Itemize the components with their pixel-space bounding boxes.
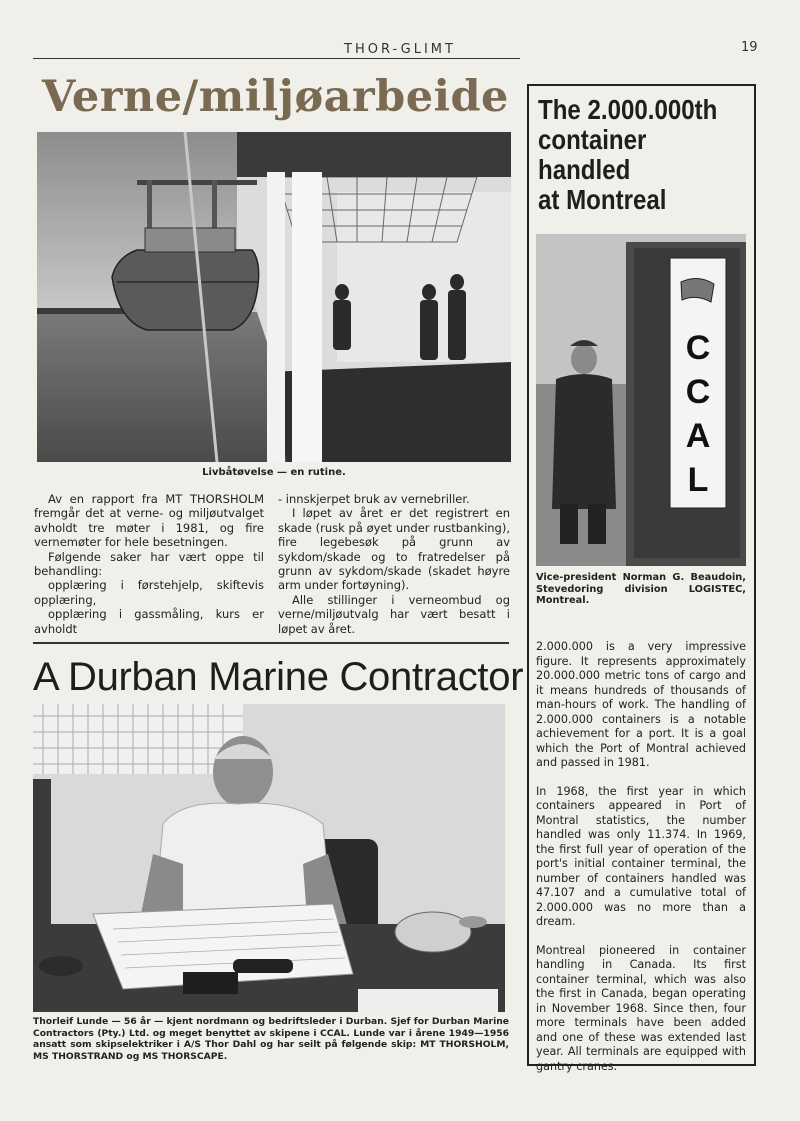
ccal-sign-letters [670, 326, 726, 502]
verne-paragraph: Følgende saker har vært oppe til behandling: [34, 549, 264, 579]
lifeboat-drill-photo [37, 132, 511, 462]
lunde-photo-caption: Thorleif Lunde — 56 år — kjent nordmann og bedriftsleder i Durban. Sjef for Durban Marine Contractors (Pty.) Ltd. og meget benyttet av skipene i CCAL. Lunde var i årene 1949—1956 ansatt som skipselektriker i A/S Thor Dahl og har seilt på følgende skip: MT THORSHOLM, MS THORSTRAND og MS THORSCAPE. [33, 1016, 509, 1062]
montreal-paragraph: 2.000.000 is a very impressive figure. It represents approximately 20.000.000 metric tons of cargo and it means hundreds of thousands of man-hours of work. The handling of 2.000.000 containers is a notable achievement for a port. It is a goal which the Port of Montral achieved and passed in 1981. [536, 640, 746, 769]
montreal-paragraph: Montreal pioneered in container handling in Canada. Its first container terminal, which was also the first in Canada, began operating in November 1968. Since then, four more terminals have been added and one of these was extended last year. All terminals are equipped with gantry cranes. [536, 943, 746, 1073]
montreal-title-line: handled [538, 154, 631, 185]
lunde-office-photo [33, 704, 505, 1012]
office-desk-illustration [33, 704, 505, 1012]
running-head: THOR-GLIMT [344, 42, 456, 57]
verne-article-title: Verne/miljøarbeide [42, 72, 509, 122]
beaudoin-photo [536, 234, 746, 566]
montreal-title-line: The 2.000.000th [538, 94, 718, 125]
durban-article-title: A Durban Marine Contractor [33, 655, 524, 699]
section-divider [33, 642, 509, 644]
page-number: 19 [741, 40, 758, 55]
ccal-sign-letter: L [687, 461, 709, 499]
ccal-sign-letter: C [685, 373, 711, 411]
montreal-article-title [538, 95, 719, 215]
verne-column-2 [278, 492, 510, 636]
verne-paragraph: opplæring i førstehjelp, skiftevis opplæring, [34, 578, 264, 607]
ccal-sign-letter: A [685, 417, 711, 455]
lifeboat-drill-illustration [37, 132, 511, 462]
montreal-paragraph: In 1968, the first year in which containers appeared in Port of Montral statistics, the number handled was only 11.374. In 1969, the first full year of operation of the port's initial container terminal, the number of containers handled was 47.107 and a cumulative total of 2.000.000 was no more than a dream. [536, 784, 746, 928]
montreal-article-body [536, 640, 746, 1088]
header-rule [33, 58, 520, 59]
verne-paragraph: - innskjerpet bruk av vernebriller. [278, 492, 470, 506]
verne-paragraph: Av en rapport fra MT THORSHOLM fremgår det at verne- og miljøutvalget avholdt tre møter i 1981, og fire vernemøter for hele besetningen. [34, 492, 264, 550]
lifeboat-photo-caption: Livbåtøvelse — en rutine. [202, 467, 346, 478]
verne-column-1 [34, 492, 264, 636]
beaudoin-photo-caption: Vice-president Norman G. Beaudoin, Stevedoring division LOGISTEC, Montreal. [536, 572, 746, 607]
verne-paragraph: opplæring i gassmåling, kurs er avholdt [34, 607, 264, 636]
ccal-sign-letter: C [685, 329, 711, 367]
verne-paragraph: Alle stillinger i verneombud og verne/miljøutvalg har vært besatt i løpet av året. [278, 592, 510, 636]
verne-paragraph: I løpet av året er det registrert en skade (rusk på øyet under rustbanking), fire legebesøk på grunn av sykdom/skade og to fratredelser på grunn av sykdom/skade (skadet høyre arm under fortøyning). [278, 506, 510, 593]
montreal-title-line: container [538, 124, 647, 155]
montreal-title-line: at Montreal [538, 184, 667, 215]
